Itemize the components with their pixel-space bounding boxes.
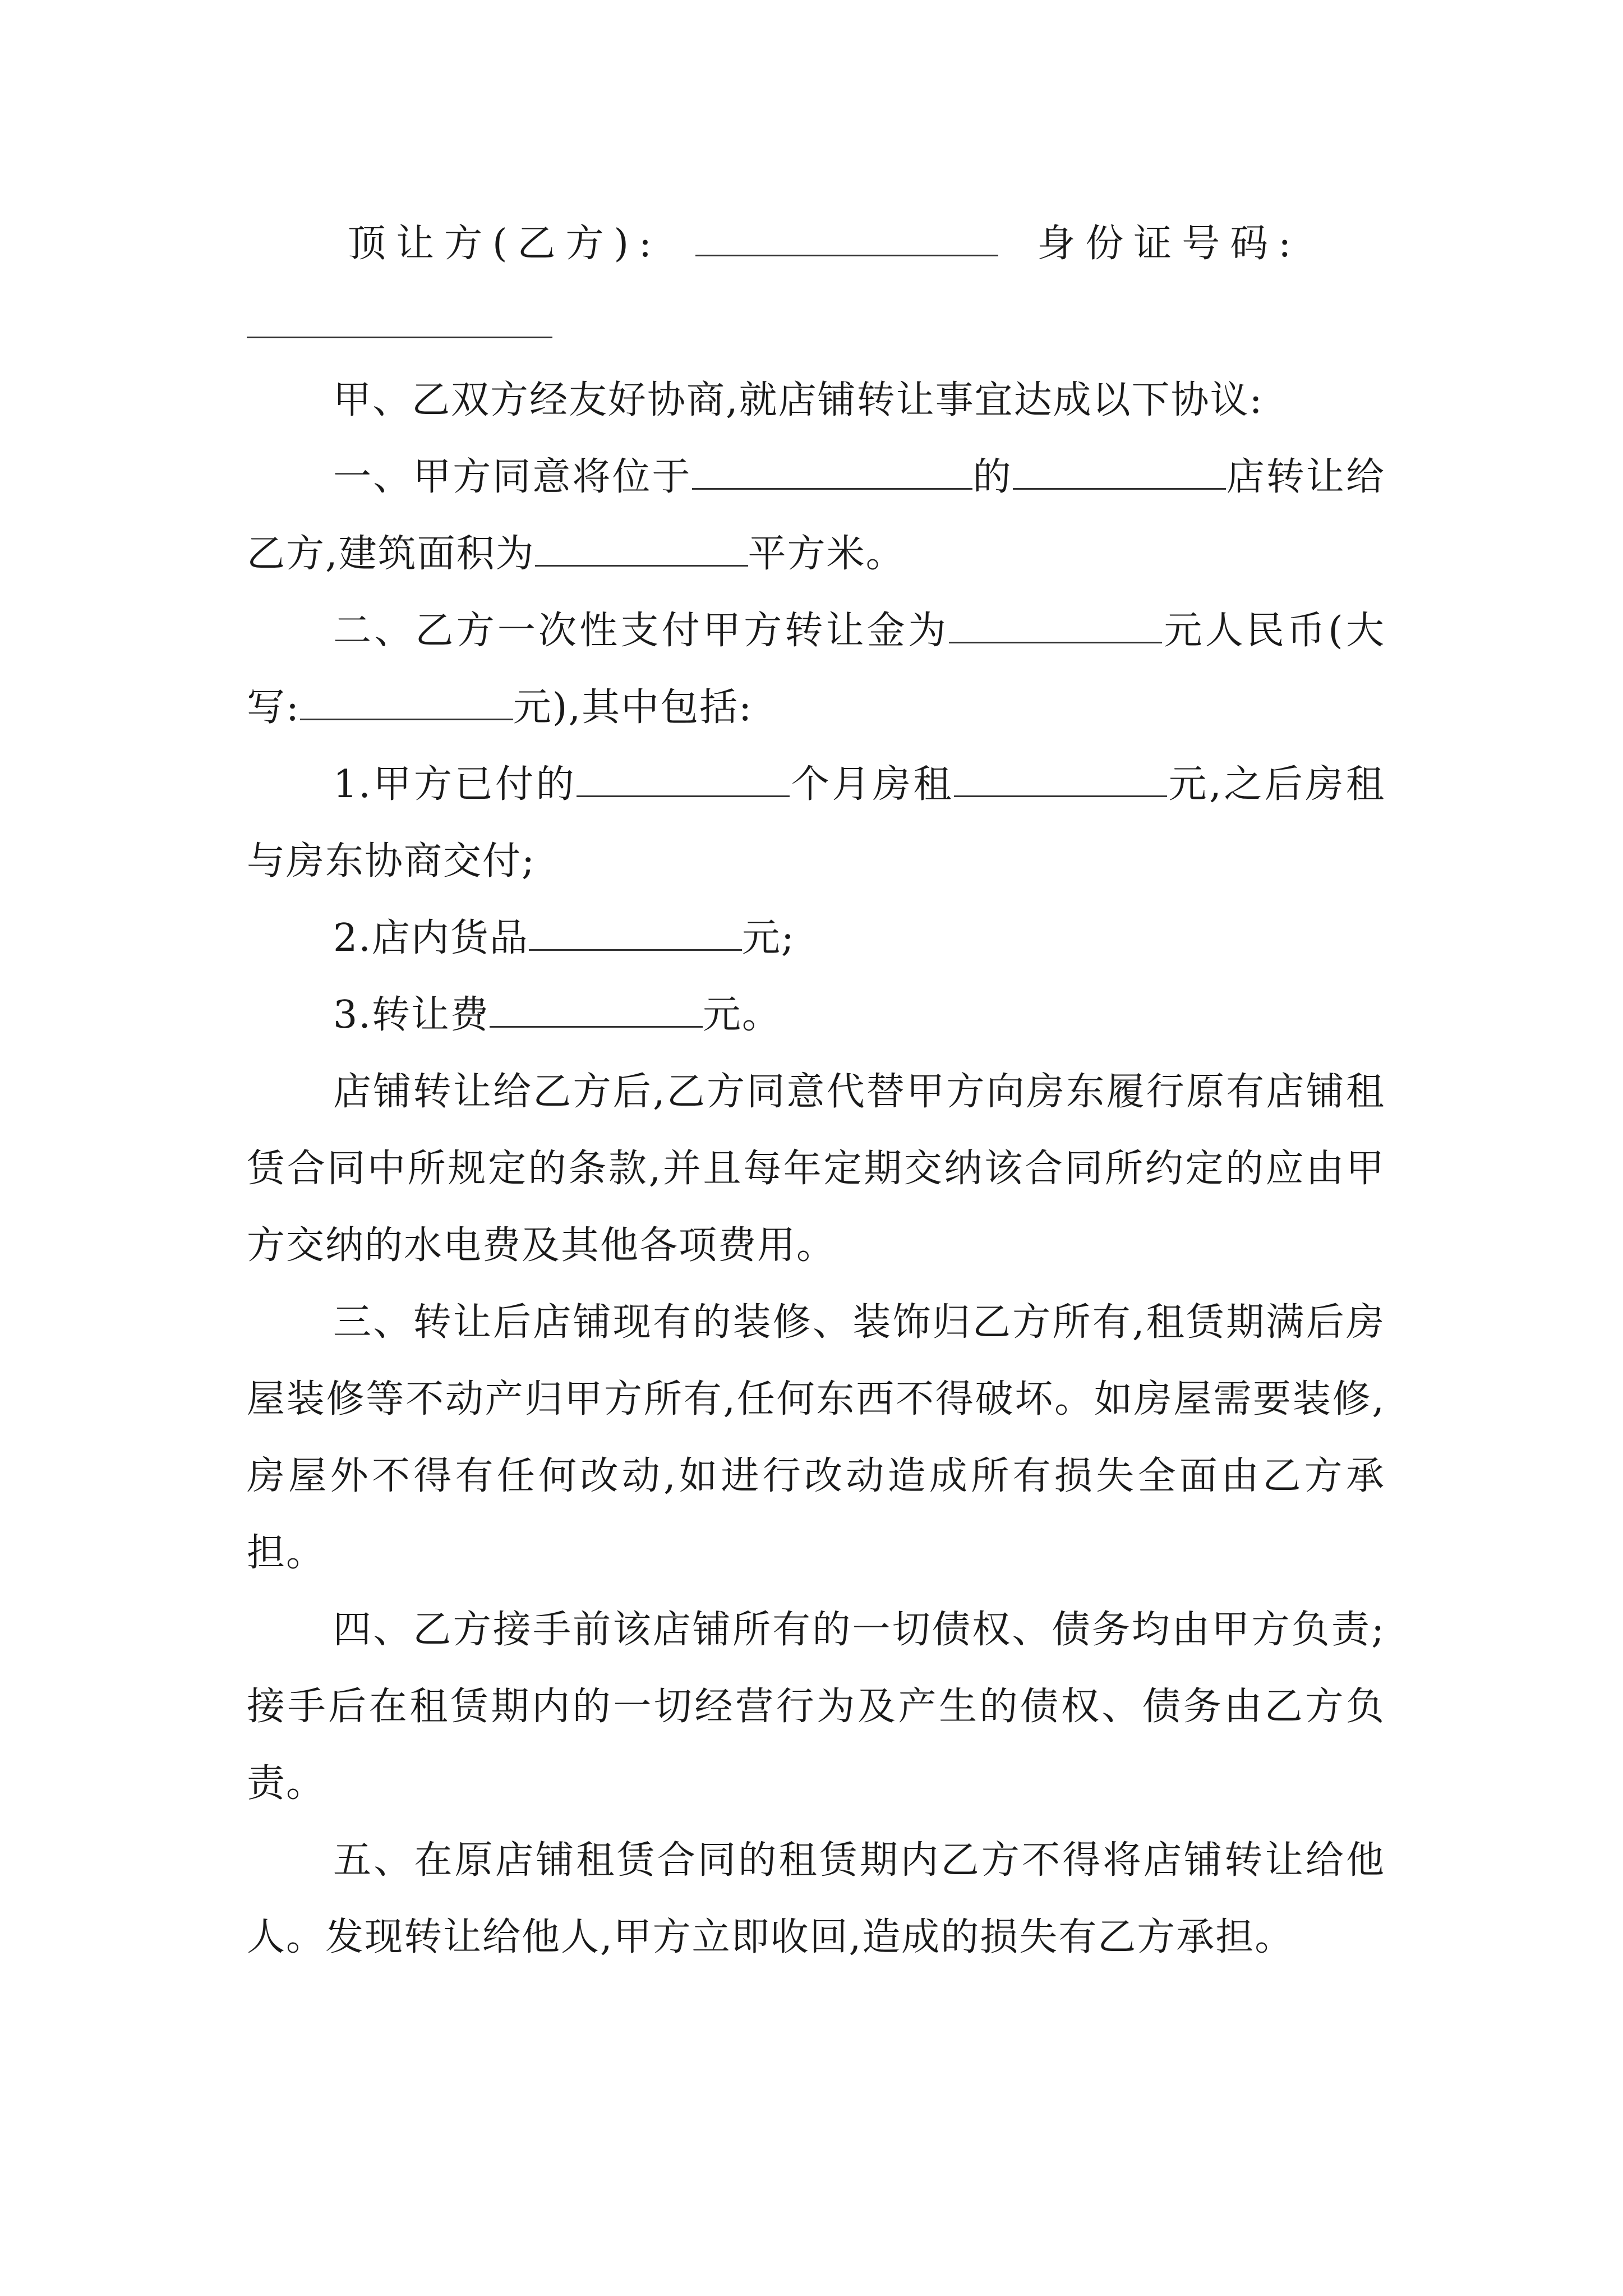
item-2-text-b: 元; xyxy=(741,916,795,960)
id-number-blank xyxy=(247,297,552,338)
clause-2 xyxy=(247,592,1385,746)
clause-2-text-b: 元人民币(大写: xyxy=(247,609,1385,730)
item-1 xyxy=(247,746,1385,900)
clause-4-text: 四、乙方接手前该店铺所有的一切债权、债务均由甲方负责;接手后在租赁期内的一切经营行为及产生的债权、债务由乙方负责。 xyxy=(247,1608,1385,1806)
rent-amount-blank xyxy=(954,761,1167,797)
item-1-text-a: 1.甲方已付的 xyxy=(333,762,577,807)
clause-4 xyxy=(247,1591,1385,1822)
clause-2-text-a: 二、乙方一次性支付甲方转让金为 xyxy=(333,609,949,653)
clause-1-text-d: 平方米。 xyxy=(748,532,905,576)
area-blank xyxy=(535,530,748,567)
item-3-text-a: 3.转让费 xyxy=(333,993,490,1037)
clause-1-text-b: 的 xyxy=(972,455,1013,499)
clause-1 xyxy=(247,439,1385,592)
id-number-label: 身份证号码: xyxy=(1037,222,1302,266)
item-2-text-a: 2.店内货品 xyxy=(333,916,529,960)
location-blank xyxy=(692,453,972,490)
obligation-paragraph xyxy=(247,1053,1385,1284)
item-1-text-b: 个月房租 xyxy=(790,762,955,807)
clause-5 xyxy=(247,1822,1385,1976)
transfer-charge-blank xyxy=(490,991,703,1028)
party-b-name-blank xyxy=(695,220,998,256)
item-3 xyxy=(247,977,1385,1053)
transfer-fee-capital-blank xyxy=(300,684,513,720)
transfer-fee-blank xyxy=(949,607,1162,643)
item-2 xyxy=(247,900,1385,977)
clause-3-text: 三、转让后店铺现有的装修、装饰归乙方所有,租赁期满后房屋装修等不动产归甲方所有,任何东西不得破坏。如房屋需要装修,房屋外不得有任何改动,如进行改动造成所有损失全面由乙方承担。 xyxy=(247,1300,1385,1575)
obligation-text: 店铺转让给乙方后,乙方同意代替甲方向房东履行原有店铺租赁合同中所规定的条款,并且每年定期交纳该合同所约定的应由甲方交纳的水电费及其他各项费用。 xyxy=(247,1070,1385,1268)
months-blank xyxy=(577,761,790,797)
clause-2-text-c: 元),其中包括: xyxy=(513,685,753,730)
intro-paragraph xyxy=(247,362,1385,439)
shop-name-blank xyxy=(1013,453,1226,490)
intro-text: 甲、乙双方经友好协商,就店铺转让事宜达成以下协议: xyxy=(333,378,1264,422)
goods-amount-blank xyxy=(529,914,742,951)
party-b-header xyxy=(348,213,1301,268)
clause-1-text-c: 店转让给乙方,建筑面积为 xyxy=(247,455,1385,576)
item-3-text-b: 元。 xyxy=(702,993,781,1037)
item-1-text-c: 元,之后房租与房东协商交付; xyxy=(247,762,1385,884)
party-b-label: 顶让方(乙方): xyxy=(348,222,662,266)
clause-3 xyxy=(247,1284,1385,1591)
clause-1-text-a: 一、甲方同意将位于 xyxy=(333,455,692,499)
clause-5-text: 五、在原店铺租赁合同的租赁期内乙方不得将店铺转让给他人。发现转让给他人,甲方立即收回,造成的损失有乙方承担。 xyxy=(247,1838,1385,1959)
